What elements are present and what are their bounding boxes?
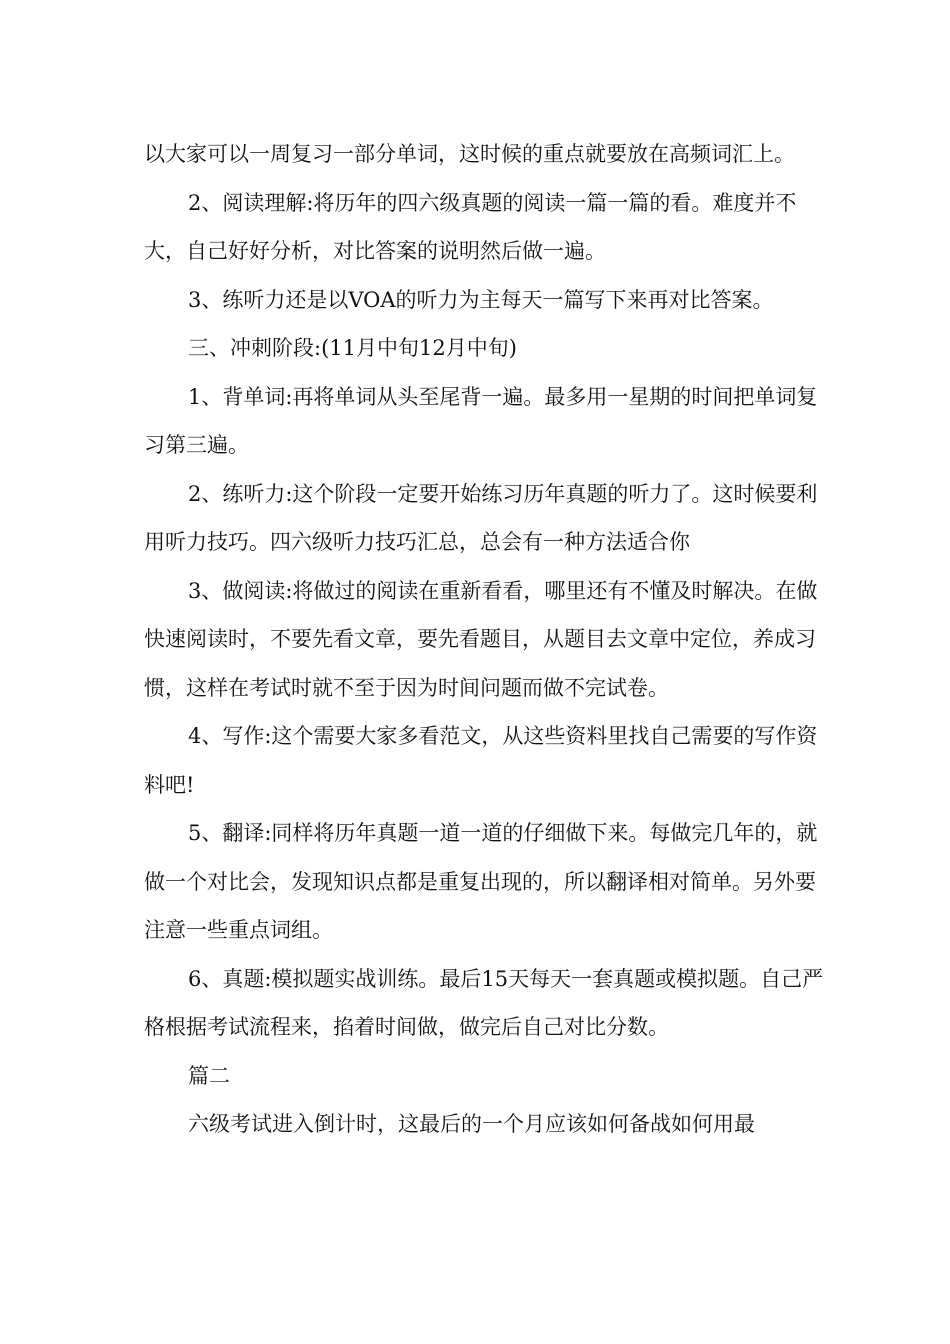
- paragraph-12: 六级考试进入倒计时，这最后的一个月应该如何备战如何用最: [188, 1112, 755, 1136]
- paragraph-3: 3、练听力还是以VOA的听力为主每天一篇写下来再对比答案。: [188, 287, 774, 312]
- paragraph-5: 1、背单词:再将单词从头至尾背一遍。最多用一星期的时间把单词复习第三遍。: [144, 384, 818, 457]
- paragraph-1: 以大家可以一周复习一部分单词，这时候的重点就要放在高频词汇上。: [144, 142, 795, 166]
- document-body: [144, 130, 824, 1149]
- paragraph-8: 4、写作:这个需要大家多看范文，从这些资料里找自己需要的写作资料吧!: [144, 724, 818, 797]
- paragraph-9: 5、翻译:同样将历年真题一道一道的仔细做下来。每做完几年的，就做一个对比会，发现知识点都是重复出现的，所以翻译相对简单。另外要注意一些重点词组。: [144, 821, 818, 942]
- paragraph-2: 2、阅读理解:将历年的四六级真题的阅读一篇一篇的看。难度并不大，自己好好分析，对比答案的说明然后做一遍。: [144, 190, 797, 263]
- paragraph-6: 2、练听力:这个阶段一定要开始练习历年真题的听力了。这时候要利用听力技巧。四六级听力技巧汇总，总会有一种方法适合你: [144, 481, 818, 554]
- paragraph-7: 3、做阅读:将做过的阅读在重新看看，哪里还有不懂及时解决。在做快速阅读时，不要先看文章，要先看题目，从题目去文章中定位，养成习惯，这样在考试时就不至于因为时间问题而做不完试卷。: [144, 578, 818, 700]
- paragraph-10: 6、真题:模拟题实战训练。最后15天每天一套真题或模拟题。自己严格根据考试流程来，掐着时间做，做完后自己对比分数。: [144, 966, 824, 1039]
- section-heading-sprint: 三、冲刺阶段:(11月中旬12月中旬): [188, 336, 517, 360]
- part-heading-2: 篇二: [188, 1063, 230, 1088]
